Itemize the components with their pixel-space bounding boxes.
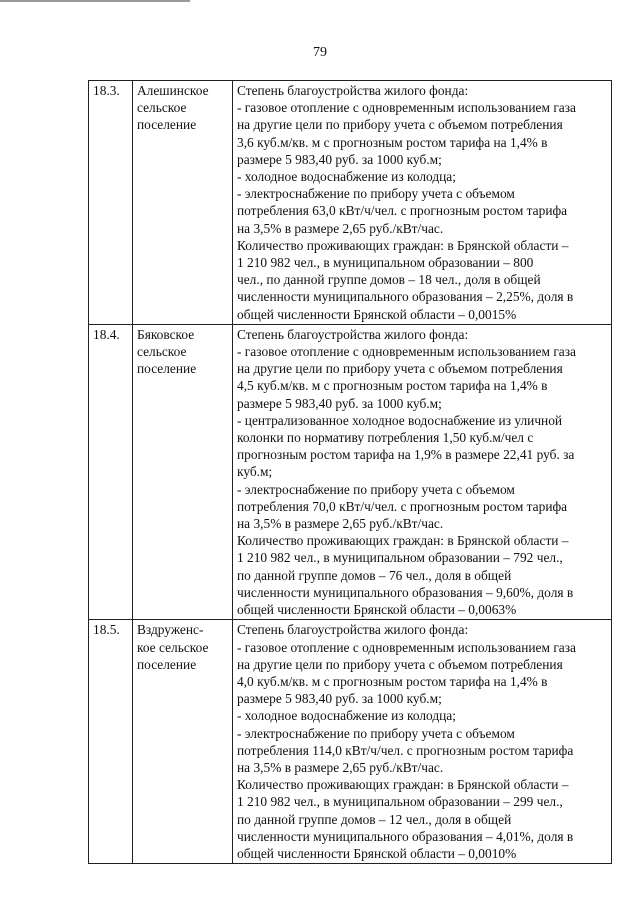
description-line: колонки по нормативу потребления 1,50 куб.м/чел с [237, 430, 534, 446]
row-number-cell: 18.3. [89, 81, 133, 325]
description-line: общей численности Брянской области – 0,0010% [237, 845, 517, 861]
description-line: прогнозным ростом тарифа на 1,9% в размере 22,41 руб. за [237, 447, 575, 463]
description-line: 4,0 куб.м/кв. м с прогнозным ростом тарифа на 1,4% в [237, 673, 548, 689]
description-line: численности муниципального образования – 9,60%, доля в [237, 584, 574, 600]
top-rule [0, 0, 190, 2]
description-cell [233, 620, 612, 864]
description-line: - электроснабжение по прибору учета с объемом [237, 725, 515, 741]
settlement-name-line: кое сельское [137, 639, 209, 655]
description-line: по данной группе домов – 76 чел., доля в общей [237, 567, 512, 583]
description-line: размере 5 983,40 руб. за 1000 куб.м; [237, 151, 442, 167]
description-line: на другие цели по прибору учета с объемом потребления [237, 117, 563, 133]
settlement-name-line: поселение [137, 361, 197, 377]
description-line: на 3,5% в размере 2,65 руб./кВт/час. [237, 759, 444, 775]
table-row [89, 620, 612, 864]
row-number-cell: 18.4. [89, 324, 133, 619]
description-line: 1 210 982 чел., в муниципальном образовании – 792 чел., [237, 550, 563, 566]
description-line: потребления 114,0 кВт/ч/чел. с прогнозным ростом тарифа [237, 742, 574, 758]
table-body [89, 81, 612, 864]
settlement-name-line: Вздруженс- [137, 622, 204, 638]
description-cell [233, 81, 612, 325]
description-line: 3,6 куб.м/кв. м с прогнозным ростом тарифа на 1,4% в [237, 134, 548, 150]
description-line: - газовое отопление с одновременным использованием газа [237, 344, 576, 360]
description-line: Количество проживающих граждан: в Брянской области – [237, 777, 569, 793]
description-line: размере 5 983,40 руб. за 1000 куб.м; [237, 691, 442, 707]
description-line: потребления 63,0 кВт/ч/чел. с прогнозным ростом тарифа [237, 203, 568, 219]
description-line: потребления 70,0 кВт/ч/чел. с прогнозным ростом тарифа [237, 498, 568, 514]
description-line: куб.м; [237, 464, 273, 480]
settlement-name-line: Алешинское [137, 83, 209, 98]
description-line: общей численности Брянской области – 0,0015% [237, 306, 517, 322]
settlement-name-line: сельское [137, 344, 187, 360]
settlement-name-cell [133, 620, 233, 864]
description-line: численности муниципального образования – 4,01%, доля в [237, 828, 574, 844]
description-line: - централизованное холодное водоснабжение из уличной [237, 412, 563, 428]
description-line: на 3,5% в размере 2,65 руб./кВт/час. [237, 516, 444, 532]
table-row [89, 81, 612, 325]
settlement-name-line: поселение [137, 117, 197, 133]
description-line: 4,5 куб.м/кв. м с прогнозным ростом тарифа на 1,4% в [237, 378, 548, 394]
settlement-name-line: сельское [137, 100, 187, 116]
description-line: - электроснабжение по прибору учета с объемом [237, 186, 515, 202]
description-line: - газовое отопление с одновременным использованием газа [237, 100, 576, 116]
description-line: - газовое отопление с одновременным использованием газа [237, 639, 576, 655]
description-line: чел., по данной группе домов – 18 чел., доля в общей [237, 272, 541, 288]
description-line: Количество проживающих граждан: в Брянской области – [237, 533, 569, 549]
description-line: общей численности Брянской области – 0,0063% [237, 602, 517, 618]
description-line: на другие цели по прибору учета с объемом потребления [237, 361, 563, 377]
description-line: на другие цели по прибору учета с объемом потребления [237, 656, 563, 672]
description-line: Количество проживающих граждан: в Брянской области – [237, 237, 569, 253]
description-line: на 3,5% в размере 2,65 руб./кВт/час. [237, 220, 444, 236]
row-number-cell: 18.5. [89, 620, 133, 864]
description-line: размере 5 983,40 руб. за 1000 куб.м; [237, 395, 442, 411]
description-line: - электроснабжение по прибору учета с объемом [237, 481, 515, 497]
description-cell [233, 324, 612, 619]
description-line: численности муниципального образования – 2,25%, доля в [237, 289, 574, 305]
description-line: 1 210 982 чел., в муниципальном образовании – 299 чел., [237, 794, 563, 810]
settlement-name-cell [133, 81, 233, 325]
description-line: Степень благоустройства жилого фонда: [237, 326, 469, 342]
settlement-name-line: поселение [137, 656, 197, 672]
description-line: 1 210 982 чел., в муниципальном образовании – 800 [237, 255, 534, 271]
description-line: - холодное водоснабжение из колодца; [237, 708, 456, 724]
settlement-name-line: Бяковское [137, 326, 195, 342]
settlements-table [88, 80, 612, 864]
description-line: Степень благоустройства жилого фонда: [237, 83, 469, 98]
description-line: Степень благоустройства жилого фонда: [237, 622, 469, 638]
settlement-name-cell [133, 324, 233, 619]
description-line: - холодное водоснабжение из колодца; [237, 169, 456, 185]
table-row [89, 324, 612, 619]
description-line: по данной группе домов – 12 чел., доля в общей [237, 811, 512, 827]
page-number: 79 [313, 45, 327, 60]
